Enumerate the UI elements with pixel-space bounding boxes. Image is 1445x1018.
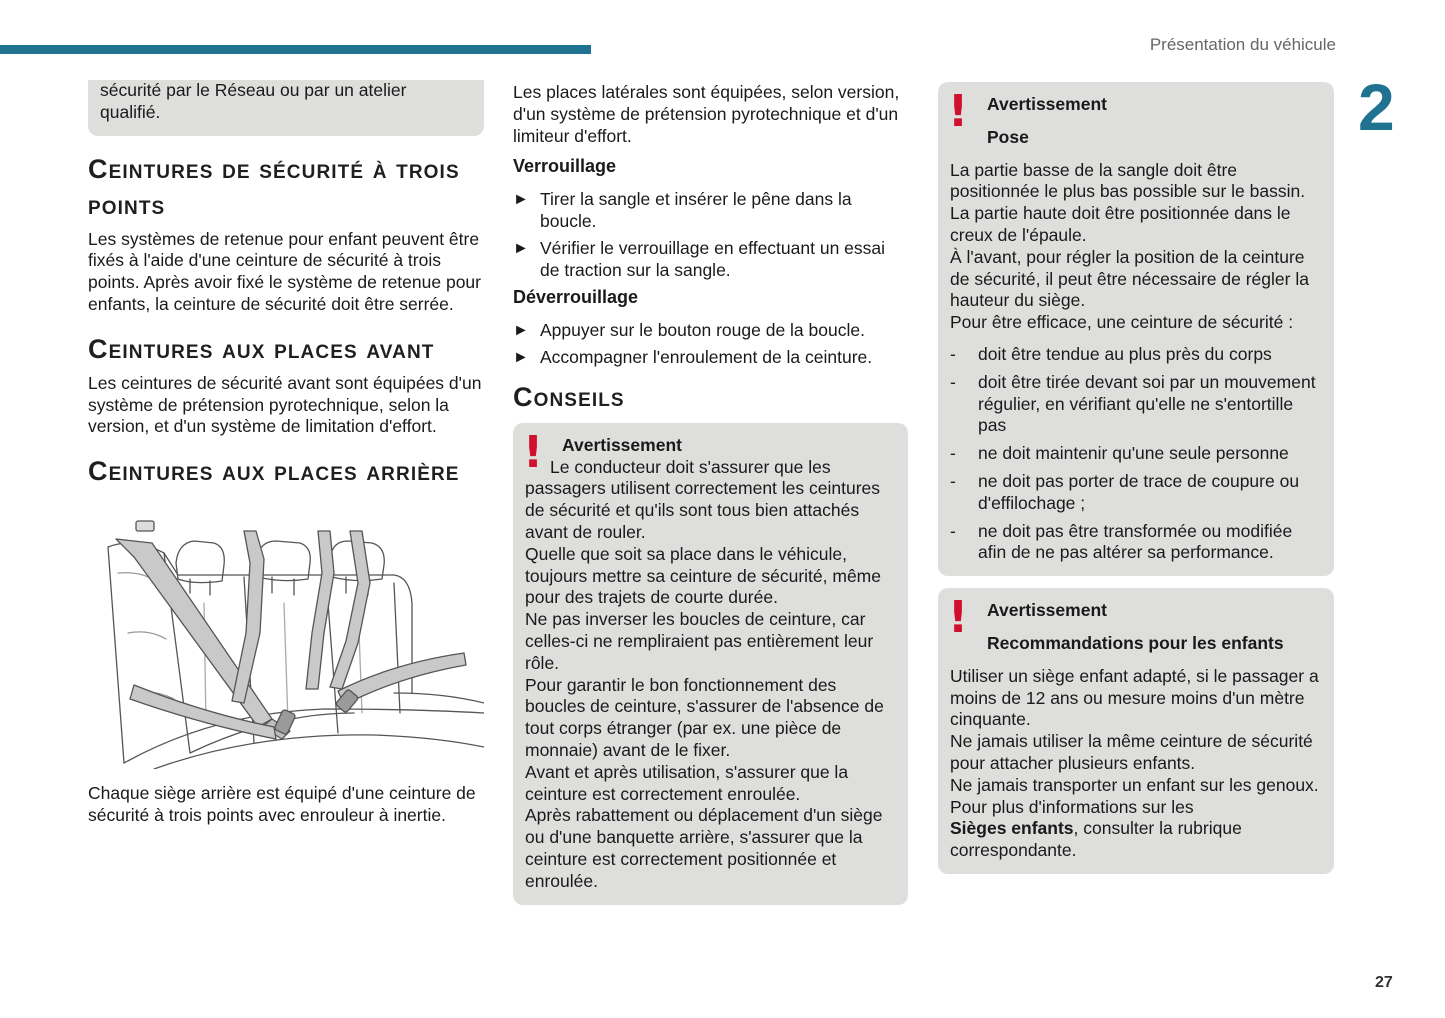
list-item: - ne doit maintenir qu'une seule personne xyxy=(950,443,1289,464)
column-right xyxy=(938,82,1334,874)
rear-seat-belts-illustration xyxy=(94,513,484,769)
warning-title: Avertissement xyxy=(987,94,1107,114)
list-item: - doit être tirée devant soi par un mouvement régulier, en vérifiant qu'elle ne s'entortille pas xyxy=(950,371,1316,436)
warning-text: Le conducteur doit s'assurer que les passagers utilisent correctement les ceintures de sécurité et qu'ils sont tous bien attachés avant de rouler. xyxy=(525,456,881,542)
paragraph-front-seats: Les ceintures de sécurité avant sont équipées d'un système de prétension pyrotechnique, selon la version, et d'un système de limitation d'effort. xyxy=(88,372,482,437)
heading-front-seats: Ceintures aux places avant xyxy=(88,333,435,364)
section-title: Présentation du véhicule xyxy=(1149,35,1336,54)
heading-three-point-belts: Ceintures de sécurité à trois points xyxy=(88,153,460,220)
list-item: ► Vérifier le verrouillage en effectuant un essai de traction sur la sangle. xyxy=(513,237,886,280)
warning-text: Quelle que soit sa place dans le véhicule, toujours mettre sa ceinture de sécurité, même pour des trajets de courte durée. xyxy=(525,543,881,608)
header-accent-bar xyxy=(0,45,591,54)
exclamation-icon: ! xyxy=(948,592,969,644)
arrow-right-icon: ► xyxy=(513,322,529,340)
heading-unlocking: Déverrouillage xyxy=(513,287,639,308)
warning-text: La partie haute doit être positionnée dans le creux de l'épaule. xyxy=(950,203,1291,245)
continued-note-box xyxy=(88,80,484,136)
warning-text: Ne jamais transporter un enfant sur les genoux. xyxy=(950,774,1319,795)
column-left xyxy=(88,82,484,827)
warning-subtitle: Pose xyxy=(987,126,1029,147)
warning-text: Avant et après utilisation, s'assurer que la ceinture est correctement enroulée. xyxy=(525,761,849,804)
list-item: ► Appuyer sur le bouton rouge de la boucle. xyxy=(513,320,865,341)
list-item: ► Tirer la sangle et insérer le pêne dans la boucle. xyxy=(513,189,852,231)
page-number: 27 xyxy=(1375,974,1393,991)
list-item: - ne doit pas être transformée ou modifiée afin de ne pas altérer sa performance. xyxy=(950,520,1293,563)
warning-text: Ne jamais utiliser la même ceinture de sécurité pour attacher plusieurs enfants. xyxy=(950,731,1313,773)
exclamation-icon: ! xyxy=(948,86,969,137)
arrow-right-icon: ► xyxy=(513,191,529,209)
heading-rear-seats: Ceintures aux places arrière xyxy=(88,456,460,487)
warning-box-drivers xyxy=(513,423,908,905)
heading-locking: Verrouillage xyxy=(513,156,617,177)
list-item: - doit être tendue au plus près du corps xyxy=(950,343,1272,364)
warning-box-children xyxy=(938,588,1334,874)
arrow-right-icon: ► xyxy=(513,239,529,257)
paragraph-three-point-belts: Les systèmes de retenue pour enfant peuvent être fixés à l'aide d'une ceinture de sécurité à trois points. Après avoir fixé le système de retenue pour enfants, la ceinture de sécurité doit être serrée. xyxy=(88,228,481,314)
arrow-right-icon: ► xyxy=(513,348,529,366)
exclamation-icon: ! xyxy=(523,426,544,478)
continued-note-text: sécurité par le Réseau ou par un atelier qualifié. xyxy=(100,80,407,122)
warning-text: La partie basse de la sangle doit être positionnée le plus bas possible sur le bassin. xyxy=(950,159,1306,202)
warning-text: Pour plus d'informations sur les xyxy=(950,796,1194,817)
heading-tips: Conseils xyxy=(513,381,625,412)
paragraph-lateral-seats: Les places latérales sont équipées, selon version, d'un système de prétension pyrotechnique et d'un limiteur d'effort. xyxy=(513,82,900,146)
list-item: ► Accompagner l'enroulement de la ceinture. xyxy=(513,346,873,367)
child-seats-reference: Sièges enfants xyxy=(950,818,1074,839)
warning-text: Sièges enfants, consulter la rubrique correspondante. xyxy=(950,818,1242,861)
list-item: - ne doit pas porter de trace de coupure ou d'effilochage ; xyxy=(950,470,1300,513)
paragraph-rear-seats: Chaque siège arrière est équipé d'une ceinture de sécurité à trois points avec enrouleur à inertie. xyxy=(88,782,476,825)
warning-title: Avertissement xyxy=(987,600,1107,621)
warning-text: Ne pas inverser les boucles de ceinture, car celles-ci ne rempliraient pas entièrement leur rôle. xyxy=(525,609,874,673)
warning-text: À l'avant, pour régler la position de la ceinture de sécurité, il peut être nécessaire de régler la hauteur du siège. xyxy=(950,246,1309,311)
chapter-number: 2 xyxy=(1358,70,1395,144)
warning-title: Avertissement xyxy=(562,434,682,455)
warning-text: Après rabattement ou déplacement d'un siège ou d'une banquette arrière, s'assurer que la ceinture est correctement positionnée et enroulée. xyxy=(525,805,883,891)
warning-box-fitting xyxy=(938,82,1334,576)
warning-subtitle: Recommandations pour les enfants xyxy=(987,632,1284,653)
column-middle xyxy=(513,82,908,905)
locking-steps xyxy=(513,189,908,281)
warning-text: Pour garantir le bon fonctionnement des boucles de ceinture, s'assurer de l'absence de tout corps étranger (par ex. une pièce de monnaie) avant de le fixer. xyxy=(525,674,884,760)
unlocking-steps xyxy=(513,320,908,369)
requirements-list xyxy=(950,344,1322,564)
warning-text: Pour être efficace, une ceinture de sécurité : xyxy=(950,312,1294,333)
warning-text: Utiliser un siège enfant adapté, si le passager a moins de 12 ans ou mesure moins d'un mètre cinquante. xyxy=(950,665,1319,730)
